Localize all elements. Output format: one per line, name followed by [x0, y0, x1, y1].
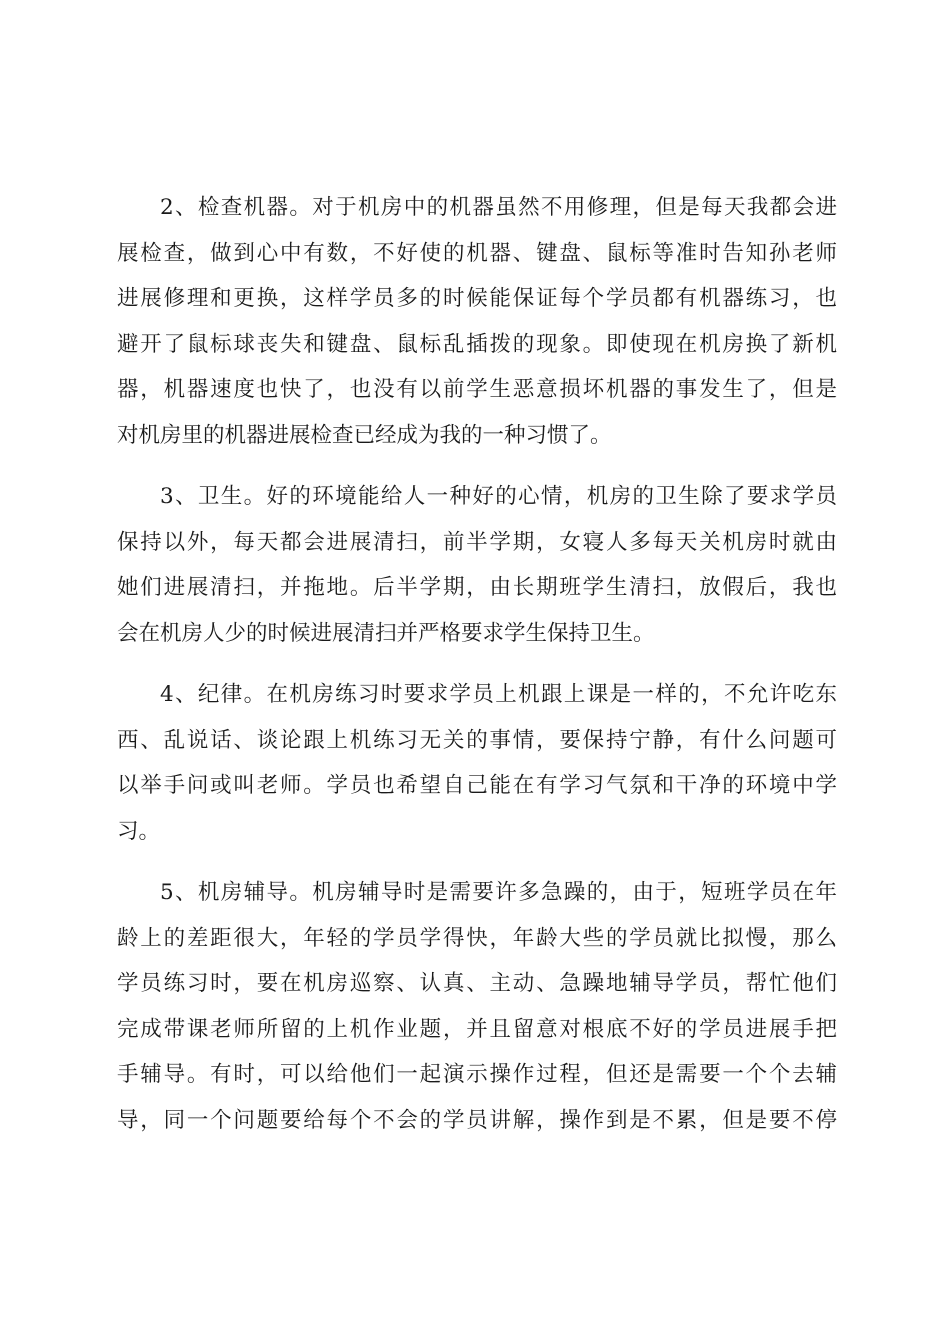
document-body	[117, 185, 837, 1159]
text-line: 手辅导。有时，可以给他们一起演示操作过程，但还是需要一个个去辅	[117, 1062, 837, 1087]
text-line: 器，机器速度也快了，也没有以前学生恶意损坏机器的事发生了，但是	[117, 377, 837, 402]
text-line: 龄上的差距很大，年轻的学员学得快，年龄大些的学员就比拟慢，那么	[117, 925, 837, 951]
paragraph-tutoring	[117, 870, 837, 1143]
text-line: 对机房里的机器进展检查已经成为我的一种习惯了。	[117, 422, 612, 448]
paragraph-check-machines	[117, 185, 837, 458]
text-line: 5、机房辅导。机房辅导时是需要许多急躁的，由于，短班学员在年	[160, 880, 837, 905]
text-line: 保持以外，每天都会进展清扫，前半学期，女寝人多每天关机房时就由	[117, 529, 837, 555]
paragraph-discipline	[117, 672, 837, 854]
text-line: 她们进展清扫，并拖地。后半学期，由长期班学生清扫，放假后，我也	[117, 575, 837, 600]
text-line: 习。	[117, 818, 161, 844]
text-line: 3、卫生。好的环境能给人一种好的心情，机房的卫生除了要求学员	[160, 484, 837, 509]
text-line: 4、纪律。在机房练习时要求学员上机跟上课是一样的，不允许吃东	[160, 682, 837, 707]
text-line: 导，同一个问题要给每个不会的学员讲解，操作到是不累，但是要不停	[117, 1107, 837, 1133]
text-line: 2、检查机器。对于机房中的机器虽然不用修理，但是每天我都会进	[160, 195, 837, 220]
text-line: 进展修理和更换，这样学员多的时候能保证每个学员都有机器练习，也	[117, 286, 837, 311]
text-line: 学员练习时，要在机房巡察、认真、主动、急躁地辅导学员，帮忙他们	[117, 971, 837, 996]
text-line: 展检查，做到心中有数，不好使的机器、键盘、鼠标等准时告知孙老师	[117, 240, 837, 266]
text-line: 以举手问或叫老师。学员也希望自己能在有学习气氛和干净的环境中学	[117, 773, 837, 798]
paragraph-hygiene	[117, 474, 837, 656]
text-line: 西、乱说话、谈论跟上机练习无关的事情，要保持宁静，有什么问题可	[117, 727, 837, 753]
text-line: 会在机房人少的时候进展清扫并严格要求学生保持卫生。	[117, 620, 655, 646]
text-line: 避开了鼠标球丧失和键盘、鼠标乱插拨的现象。即使现在机房换了新机	[117, 331, 837, 357]
text-line: 完成带课老师所留的上机作业题，并且留意对根底不好的学员进展手把	[117, 1016, 837, 1042]
